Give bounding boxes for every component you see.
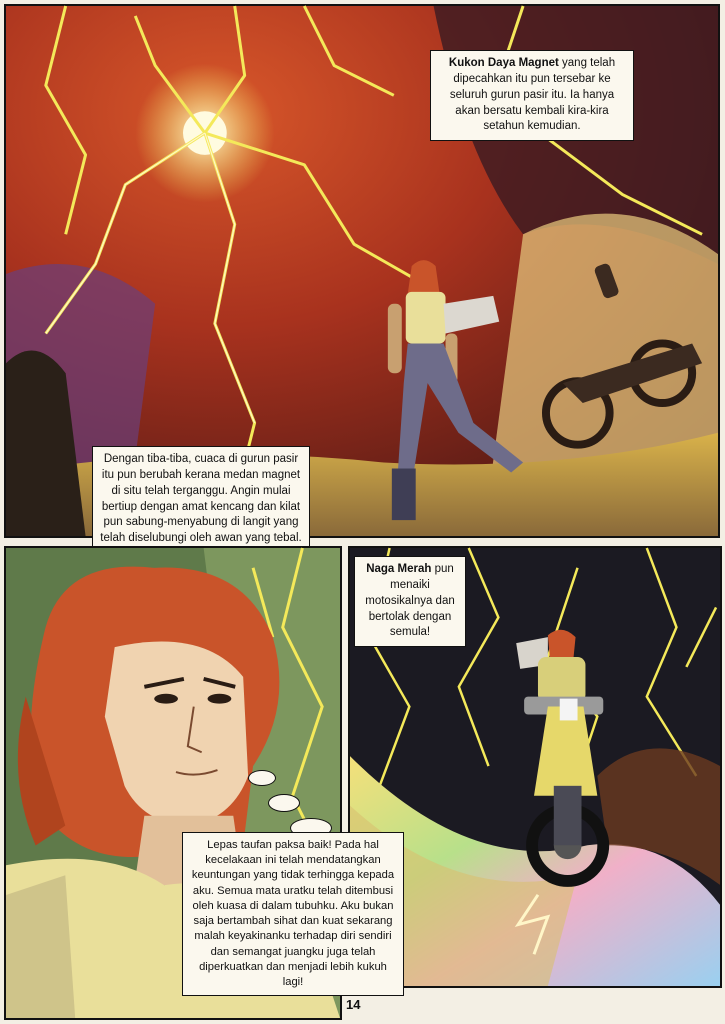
panel-motorcycle-ride (348, 546, 722, 988)
caption-magnet-text: yang telah dipecahkan itu pun tersebar ke seluruh gurun pasir itu. Ia hanya akan bersatu kembali kira-kira setahun kemudian. (449, 57, 616, 133)
caption-magnet-scattered (430, 50, 634, 141)
caption-storm-weather (92, 446, 310, 553)
speech-hero-text: Lepas taufan paksa baik! Pada hal kecelakaan ini telah mendatangkan keuntungan yang tidak terhingga kepada aku. Semua mata uratku telah ditembusi oleh kuasa di dalam tubuhku. Aku bukan saja bertambah sihat dan kuat sekarang malah keyakinanku terhadap diri sendiri dan semangat juangku juga telah diperkuatkan dan menjadi lebih kukuh lagi! (191, 839, 395, 989)
caption-naga-merah (354, 556, 466, 647)
speech-tail-bubble-1 (248, 770, 276, 786)
caption-naga-bold: Naga Merah (366, 563, 432, 575)
caption-storm-text: Dengan tiba-tiba, cuaca di gurun pasir itu pun berubah kerana medan magnet di situ telah terganggu. Angin mulai bertiup dengan amat kencang dan kilat pun sabung-menyabung di langit yang telah diselubungi oleh awan yang tebal. (100, 453, 302, 545)
speech-bubble-hero (182, 832, 404, 996)
panel-storm-desert (4, 4, 720, 545)
speech-tail-bubble-2 (268, 794, 300, 812)
page-number: 14 (346, 997, 361, 1012)
caption-magnet-bold: Kukon Daya Magnet (448, 57, 559, 69)
caption-naga-text: pun menaiki motosikalnya dan bertolak dengan semula! (365, 563, 455, 639)
